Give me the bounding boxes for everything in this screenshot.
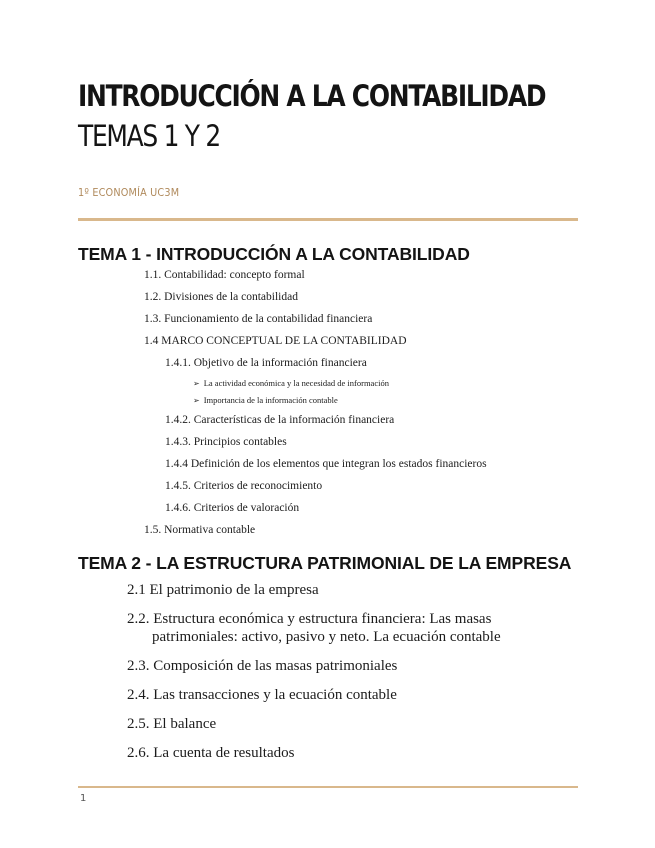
page-number: 1	[80, 793, 87, 804]
toc-item: 2.4. Las transacciones y la ecuación contable	[127, 687, 397, 703]
toc-item: 1.1. Contabilidad: concepto formal	[144, 269, 305, 281]
header-divider	[78, 218, 578, 221]
toc-item: 1.4.4 Definición de los elementos que integran los estados financieros	[165, 458, 487, 470]
toc-item: 2.3. Composición de las masas patrimoniales	[127, 658, 398, 674]
document-title: INTRODUCCIÓN A LA CONTABILIDAD	[78, 79, 546, 113]
arrow-bullet-icon: ➢	[193, 379, 200, 388]
toc-item: 1.4.5. Criterios de reconocimiento	[165, 480, 323, 492]
toc-item: 2.1 El patrimonio de la empresa	[127, 582, 319, 598]
toc-item: 1.4.2. Características de la información financiera	[165, 414, 395, 426]
toc-subitem-label: Importancia de la información contable	[203, 395, 338, 405]
footer-divider	[78, 786, 578, 788]
tema2-heading: TEMA 2 - LA ESTRUCTURA PATRIMONIAL DE LA EMPRESA	[78, 553, 572, 573]
toc-subitem-label: La actividad económica y la necesidad de información	[203, 378, 389, 388]
toc-item: 2.2. Estructura económica y estructura financiera: Las masas	[127, 611, 492, 627]
toc-item: 1.5. Normativa contable	[144, 524, 256, 536]
toc-item: 1.4 MARCO CONCEPTUAL DE LA CONTABILIDAD	[144, 335, 407, 347]
toc-item: 1.3. Funcionamiento de la contabilidad financiera	[144, 313, 373, 325]
document-subtitle: TEMAS 1 Y 2	[78, 119, 220, 153]
toc-item-continuation: patrimoniales: activo, pasivo y neto. La ecuación contable	[152, 629, 501, 645]
arrow-bullet-icon: ➢	[193, 396, 200, 405]
toc-item: 2.6. La cuenta de resultados	[127, 745, 295, 761]
course-label: 1º ECONOMÍA UC3M	[78, 186, 180, 199]
toc-subitem	[193, 378, 389, 388]
toc-item: 1.4.3. Principios contables	[165, 436, 287, 448]
toc-item: 1.4.6. Criterios de valoración	[165, 502, 300, 514]
tema1-heading: TEMA 1 - INTRODUCCIÓN A LA CONTABILIDAD	[78, 244, 470, 264]
toc-subitem	[193, 395, 338, 405]
toc-item: 1.4.1. Objetivo de la información financiera	[165, 357, 367, 369]
toc-item: 2.5. El balance	[127, 716, 217, 732]
toc-item: 1.2. Divisiones de la contabilidad	[144, 291, 298, 303]
